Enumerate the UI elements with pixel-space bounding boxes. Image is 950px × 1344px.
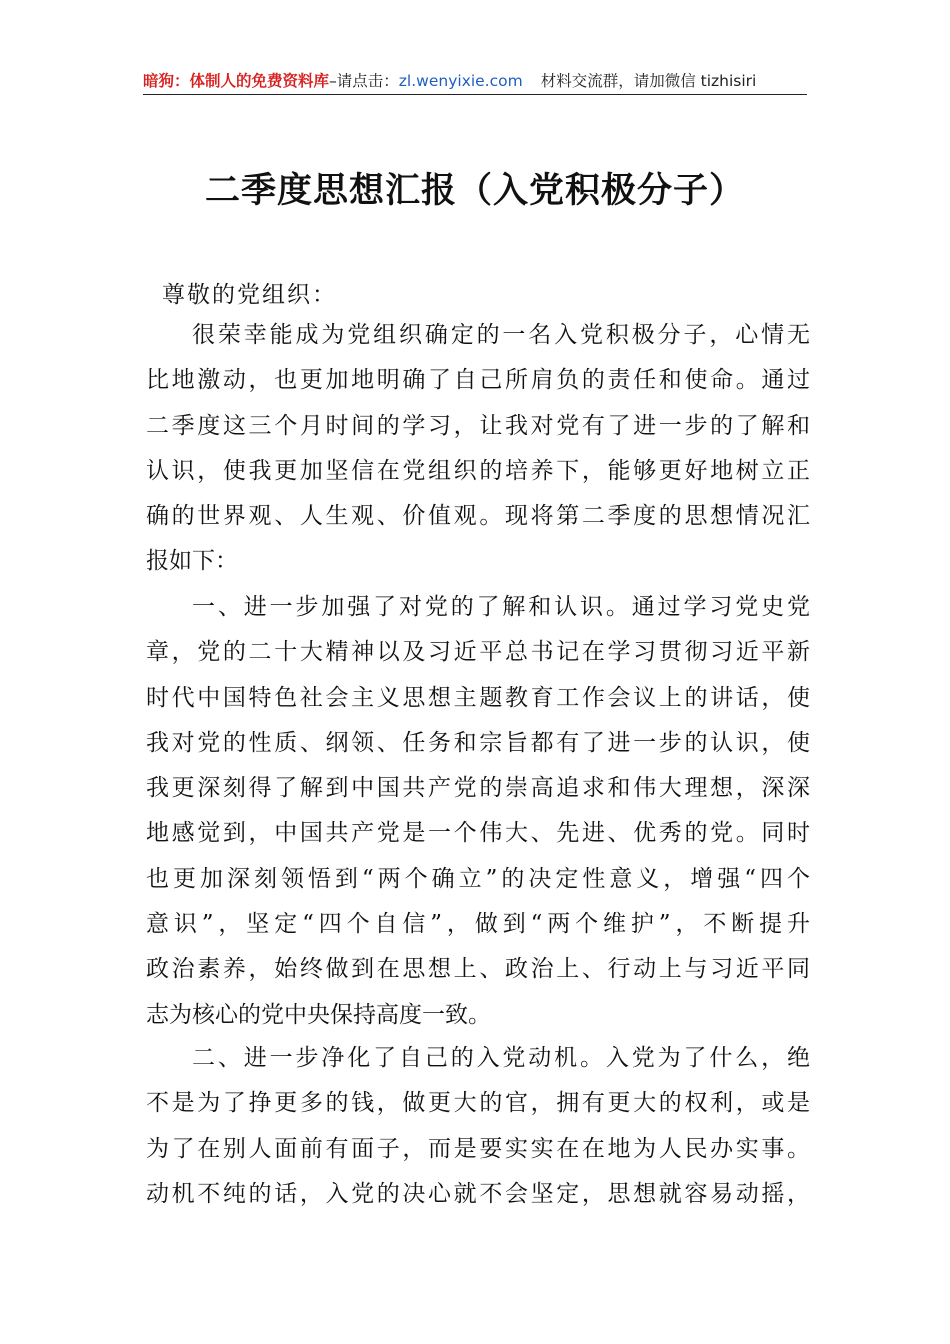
paragraph-line: 一、进一步加强了对党的了解和认识。通过学习党史党 [192, 594, 810, 620]
header-click-prompt: –请点击： [329, 72, 399, 90]
paragraph-line: 确的世界观、人生观、价值观。现将第二季度的思想情况汇 [146, 503, 810, 530]
paragraph-line: 也更加深刻领悟到“两个确立”的决定性意义，增强“四个 [146, 865, 810, 892]
paragraph-line: 不是为了挣更多的钱，做更大的官，拥有更大的权利，或是 [146, 1090, 810, 1117]
page-header [143, 68, 807, 95]
paragraph-intro [146, 313, 810, 585]
salutation: 尊敬的党组织： [162, 282, 337, 308]
header-group-note: 材料交流群，请加微信 tizhisiri [540, 72, 757, 90]
paragraph-line: 地感觉到，中国共产党是一个伟大、先进、优秀的党。同时 [146, 820, 810, 847]
paragraph-line: 为了在别人面前有面子，而是要实实在在地为人民办实事。 [146, 1135, 810, 1162]
paragraph-line: 动机不纯的话，入党的决心就不会坚定，思想就容易动摇， [146, 1180, 810, 1207]
paragraph-line: 认识，使我更加坚信在党组织的培养下，能够更好地树立正 [146, 457, 810, 484]
paragraph-line: 报如下： [146, 548, 238, 575]
paragraph-section-two [146, 1036, 810, 1217]
paragraph-line: 章，党的二十大精神以及习近平总书记在学习贯彻习近平新 [146, 639, 810, 666]
paragraph-line: 比地激动，也更加地明确了自己所肩负的责任和使命。通过 [146, 367, 810, 394]
document-title: 二季度思想汇报（入党积极分子） [204, 171, 745, 211]
header-brand: 暗狗：体制人的免费资料库 [143, 72, 330, 90]
header-url-link[interactable]: zl.wenyixie.com [398, 72, 523, 90]
paragraph-line: 很荣幸能成为党组织确定的一名入党积极分子，心情无 [192, 322, 810, 348]
paragraph-line: 政治素养，始终做到在思想上、政治上、行动上与习近平同 [146, 956, 810, 983]
paragraph-line: 二季度这三个月时间的学习，让我对党有了进一步的了解和 [146, 412, 810, 439]
paragraph-line: 时代中国特色社会主义思想主题教育工作会议上的讲话，使 [146, 684, 810, 711]
paragraph-line: 我对党的性质、纲领、任务和宗旨都有了进一步的认识，使 [146, 729, 810, 756]
paragraph-section-one [146, 585, 810, 1038]
paragraph-line: 意识”，坚定“四个自信”，做到“两个维护”，不断提升 [146, 911, 810, 938]
paragraph-line: 二、进一步净化了自己的入党动机。入党为了什么，绝 [192, 1045, 810, 1071]
paragraph-line: 志为核心的党中央保持高度一致。 [146, 1001, 491, 1028]
paragraph-line: 我更深刻得了解到中国共产党的崇高追求和伟大理想，深深 [146, 775, 810, 802]
